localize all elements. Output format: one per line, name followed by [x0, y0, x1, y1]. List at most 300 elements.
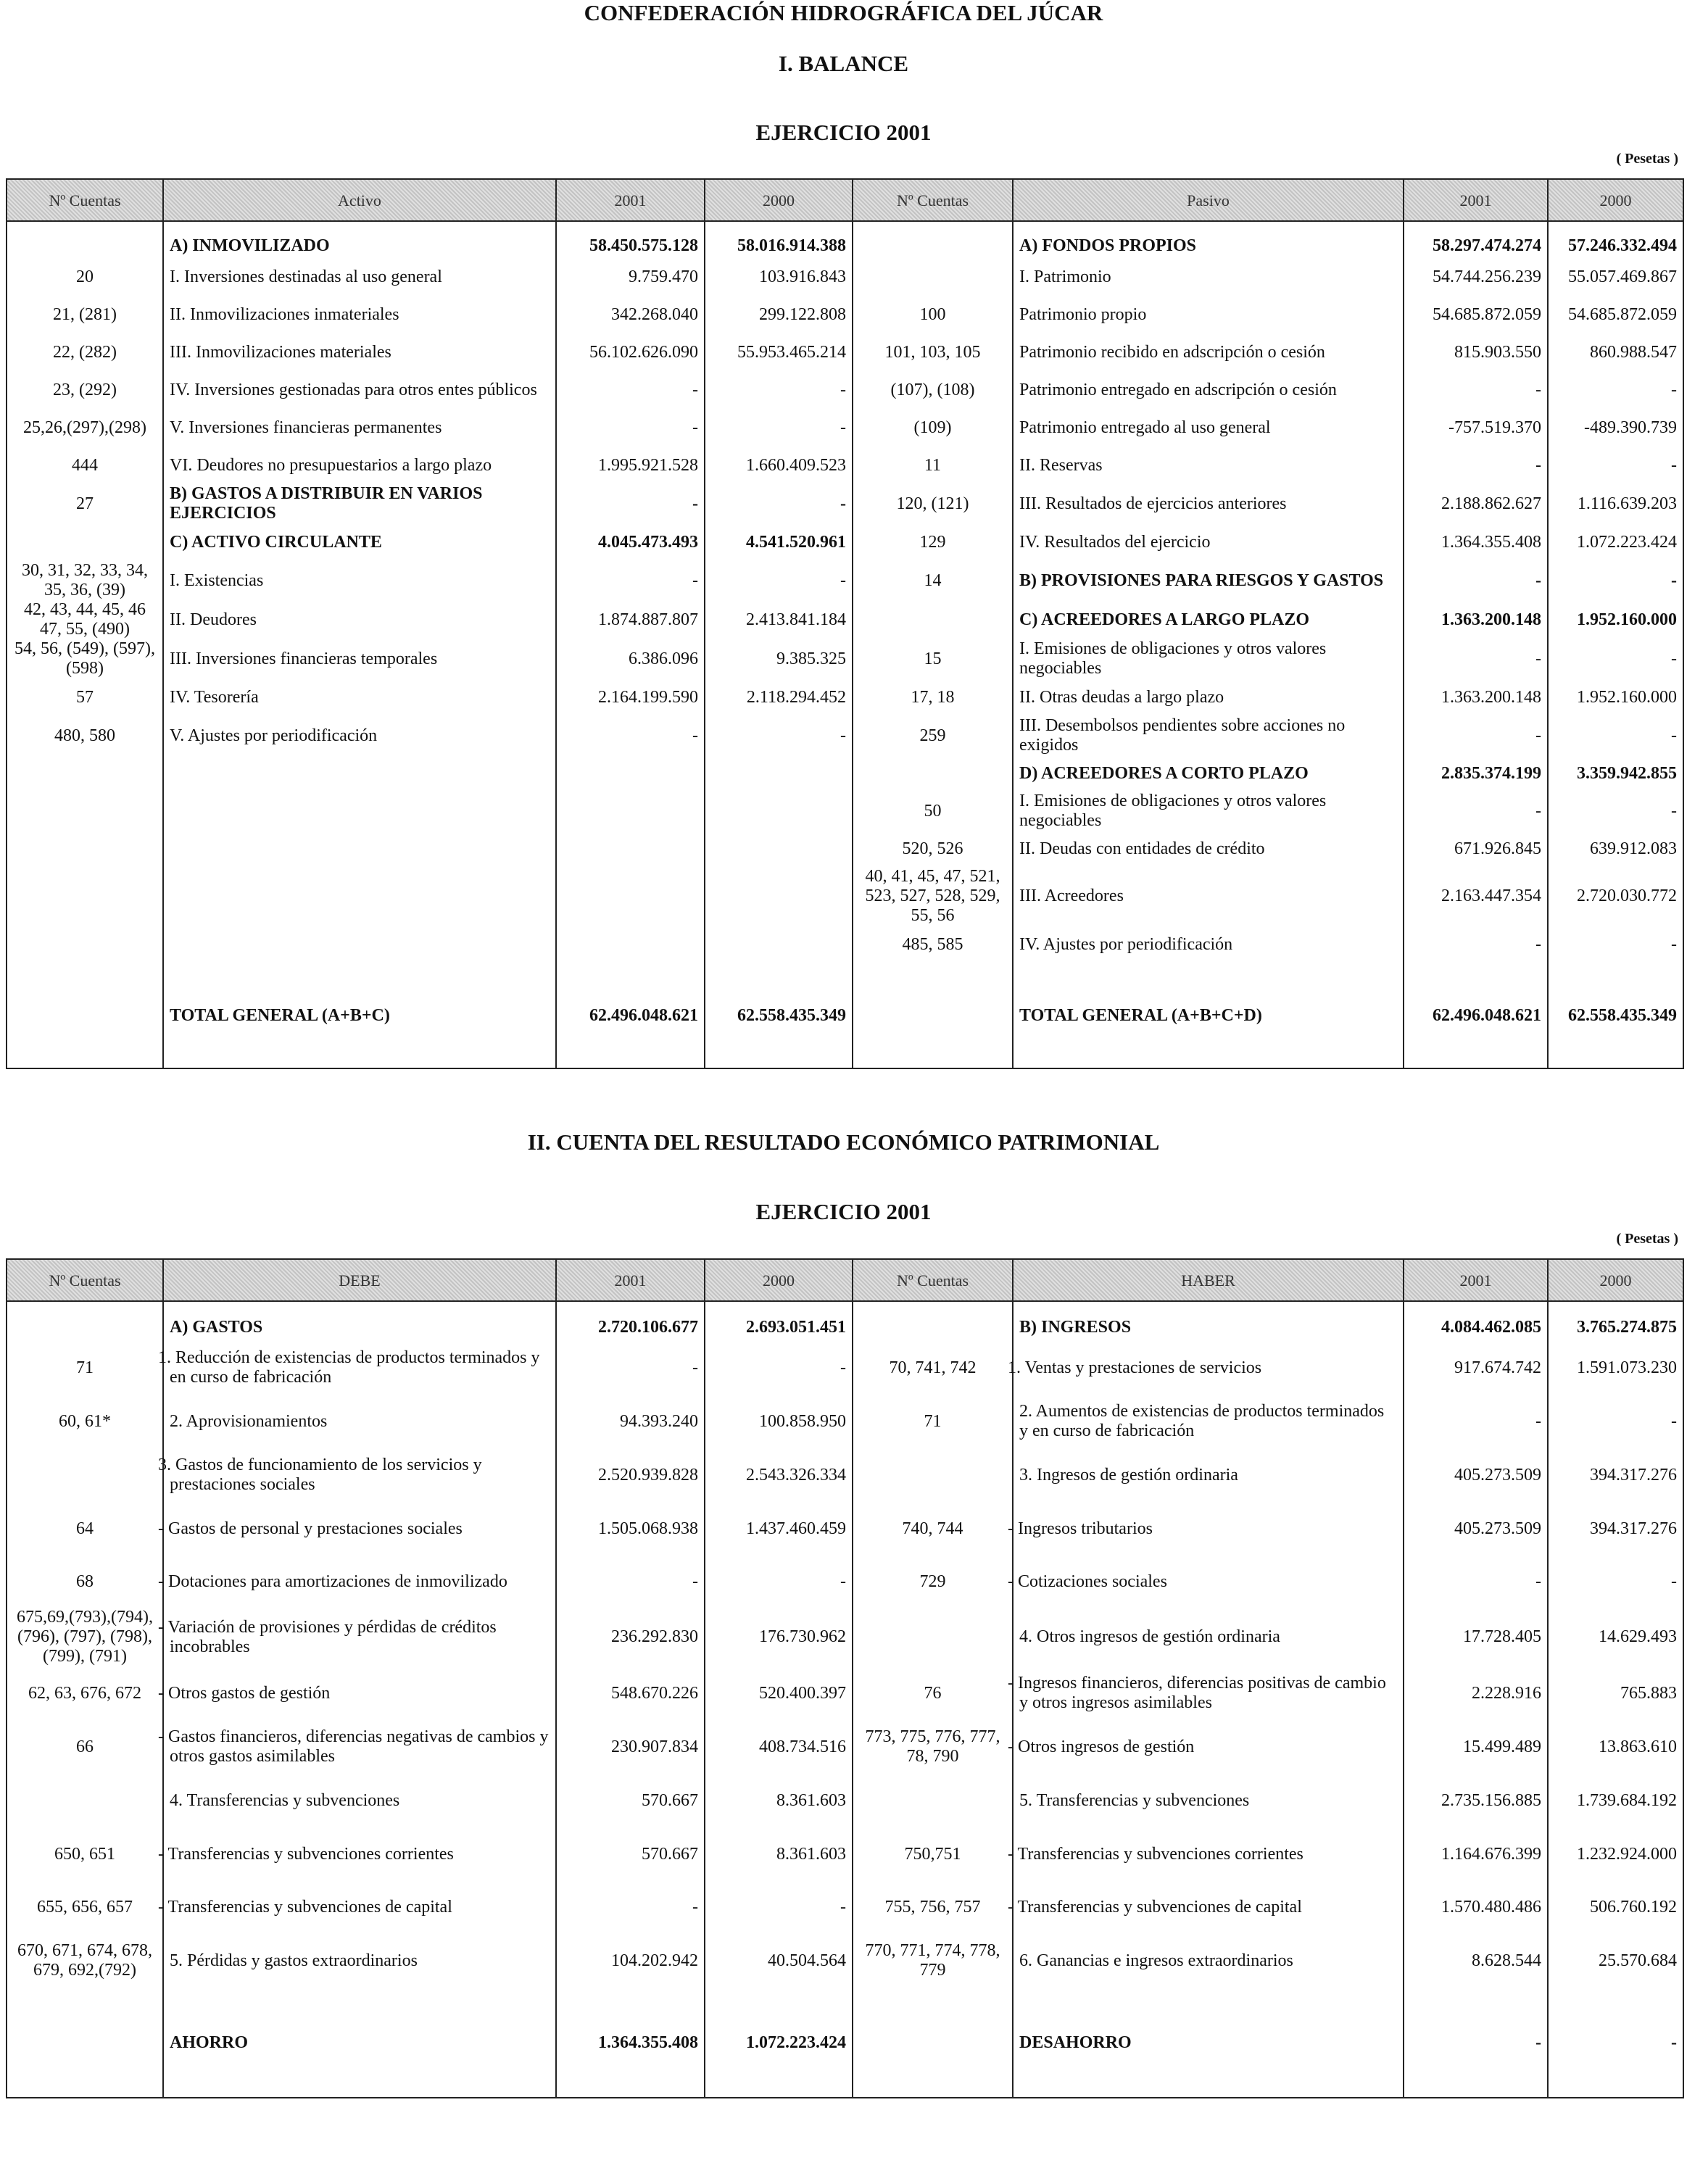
table-row — [7, 371, 1683, 409]
balance-body — [7, 221, 1683, 1068]
table-cell: 71 — [853, 1395, 1013, 1448]
table-cell — [853, 1448, 1013, 1502]
table-cell: III. Inversiones financieras temporales — [163, 639, 556, 678]
resultado-title: II. CUENTA DEL RESULTADO ECONÓMICO PATRIMONIAL — [527, 1129, 1160, 1155]
table-cell — [853, 963, 1013, 1068]
table-cell: - — [1548, 1988, 1683, 2098]
header-cell: DEBE — [163, 1259, 556, 1301]
table-cell: - — [1404, 1556, 1548, 1608]
table-cell: 100 — [853, 296, 1013, 333]
table-cell: C) ACTIVO CIRCULANTE — [163, 523, 556, 561]
table-row — [7, 1395, 1683, 1448]
table-row — [7, 296, 1683, 333]
header-cell: 2001 — [1404, 1259, 1548, 1301]
table-cell — [705, 792, 853, 831]
table-cell: 58.297.474.274 — [1404, 233, 1548, 258]
table-cell — [7, 1988, 163, 2098]
table-cell: III. Desembolsos pendientes sobre acciones no exigidos — [1013, 716, 1404, 755]
table-cell: 58.450.575.128 — [556, 233, 705, 258]
table-cell — [853, 258, 1013, 296]
table-cell: II. Otras deudas a largo plazo — [1013, 678, 1404, 716]
table-cell: 655, 656, 657 — [7, 1881, 163, 1933]
table-cell: 8.628.544 — [1404, 1933, 1548, 1988]
table-cell: 917.674.742 — [1404, 1341, 1548, 1395]
table-cell: II. Inmovilizaciones inmateriales — [163, 296, 556, 333]
resultado-exercise: EJERCICIO 2001 — [755, 1199, 932, 1224]
table-cell: - Ingresos financieros, diferencias positivas de cambio y otros ingresos asimilables — [1013, 1666, 1404, 1720]
table-cell: IV. Tesorería — [163, 678, 556, 716]
table-cell: II. Reservas — [1013, 447, 1404, 484]
table-cell: II. Deudores — [163, 600, 556, 639]
table-cell — [7, 1313, 163, 1341]
table-cell: 25.570.684 — [1548, 1933, 1683, 1988]
table-cell: - — [1548, 639, 1683, 678]
table-row — [7, 1933, 1683, 1988]
table-cell: 342.268.040 — [556, 296, 705, 333]
table-cell: 1.363.200.148 — [1404, 678, 1548, 716]
table-cell: 675,69,(793),(794), (796), (797), (798), (799), (791) — [7, 1608, 163, 1666]
table-cell: - Variación de provisiones y pérdidas de créditos incobrables — [163, 1608, 556, 1666]
table-cell: 55.057.469.867 — [1548, 258, 1683, 296]
table-cell: 54.685.872.059 — [1404, 296, 1548, 333]
table-cell: 76 — [853, 1666, 1013, 1720]
table-row — [7, 1313, 1683, 1341]
table-cell: 1.952.160.000 — [1548, 600, 1683, 639]
table-cell: 6. Ganancias e ingresos extraordinarios — [1013, 1933, 1404, 1988]
table-cell: 765.883 — [1548, 1666, 1683, 1720]
table-cell: 1.505.068.938 — [556, 1502, 705, 1556]
table-cell: - — [1404, 1988, 1548, 2098]
header-cell: HABER — [1013, 1259, 1404, 1301]
table-cell: V. Ajustes por periodificación — [163, 716, 556, 755]
table-cell: 444 — [7, 447, 163, 484]
table-cell: 230.907.834 — [556, 1720, 705, 1774]
table-cell: - Transferencias y subvenciones de capital — [1013, 1881, 1404, 1933]
table-cell: 1.660.409.523 — [705, 447, 853, 484]
table-cell — [7, 926, 163, 963]
table-cell: 2.163.447.354 — [1404, 867, 1548, 926]
table-cell: 408.734.516 — [705, 1720, 853, 1774]
table-row — [7, 233, 1683, 258]
table-cell: 299.122.808 — [705, 296, 853, 333]
table-cell: - Transferencias y subvenciones corrientes — [1013, 1827, 1404, 1881]
table-row — [7, 1827, 1683, 1881]
resultado-table — [6, 1258, 1684, 2098]
table-cell: 8.361.603 — [705, 1827, 853, 1881]
table-row — [7, 1988, 1683, 2098]
table-cell: 62.558.435.349 — [705, 963, 853, 1068]
table-cell — [7, 792, 163, 831]
table-cell: A) INMOVILIZADO — [163, 233, 556, 258]
table-cell: - — [705, 1341, 853, 1395]
table-cell: 15 — [853, 639, 1013, 678]
table-cell: 62.558.435.349 — [1548, 963, 1683, 1068]
table-cell: - — [705, 1881, 853, 1933]
table-cell: 1.437.460.459 — [705, 1502, 853, 1556]
table-cell: 4. Otros ingresos de gestión ordinaria — [1013, 1608, 1404, 1666]
table-cell: 3.359.942.855 — [1548, 755, 1683, 792]
table-cell: B) INGRESOS — [1013, 1313, 1404, 1341]
table-cell: 1.232.924.000 — [1548, 1827, 1683, 1881]
table-cell: 1. Ventas y prestaciones de servicios — [1013, 1341, 1404, 1395]
table-cell: IV. Ajustes por periodificación — [1013, 926, 1404, 963]
table-cell: - Otros gastos de gestión — [163, 1666, 556, 1720]
table-cell: 58.016.914.388 — [705, 233, 853, 258]
table-cell: - — [705, 371, 853, 409]
table-row — [7, 963, 1683, 1068]
table-cell: 394.317.276 — [1548, 1502, 1683, 1556]
table-cell: 480, 580 — [7, 716, 163, 755]
table-cell: 103.916.843 — [705, 258, 853, 296]
table-cell: 1. Reducción de existencias de productos terminados y en curso de fabricación — [163, 1341, 556, 1395]
table-cell: 485, 585 — [853, 926, 1013, 963]
table-cell: - — [556, 484, 705, 523]
table-cell: - Gastos de personal y prestaciones sociales — [163, 1502, 556, 1556]
header-cell: Nº Cuentas — [7, 1259, 163, 1301]
table-cell: 30, 31, 32, 33, 34, 35, 36, (39) — [7, 561, 163, 600]
table-cell: - — [1548, 926, 1683, 963]
table-cell — [853, 755, 1013, 792]
table-cell: 860.988.547 — [1548, 333, 1683, 371]
table-cell: - — [556, 1556, 705, 1608]
table-cell: 2.693.051.451 — [705, 1313, 853, 1341]
table-cell: 71 — [7, 1341, 163, 1395]
header-cell: 2001 — [556, 1259, 705, 1301]
table-cell: 1.591.073.230 — [1548, 1341, 1683, 1395]
table-cell: 4.084.462.085 — [1404, 1313, 1548, 1341]
table-cell: 8.361.603 — [705, 1774, 853, 1827]
table-cell: 23, (292) — [7, 371, 163, 409]
header-cell: Nº Cuentas — [853, 1259, 1013, 1301]
header-cell: 2001 — [1404, 179, 1548, 221]
table-cell — [853, 1313, 1013, 1341]
table-cell: 815.903.550 — [1404, 333, 1548, 371]
table-cell — [7, 867, 163, 926]
table-cell: 2. Aumentos de existencias de productos terminados y en curso de fabricación — [1013, 1395, 1404, 1448]
table-row — [7, 926, 1683, 963]
table-cell: - — [1548, 792, 1683, 831]
table-row — [7, 600, 1683, 639]
table-cell: - — [1404, 792, 1548, 831]
table-cell: 15.499.489 — [1404, 1720, 1548, 1774]
table-cell — [7, 233, 163, 258]
table-cell — [163, 867, 556, 926]
table-cell: VI. Deudores no presupuestarios a largo plazo — [163, 447, 556, 484]
table-cell: IV. Resultados del ejercicio — [1013, 523, 1404, 561]
table-cell: - — [1548, 716, 1683, 755]
table-cell: 25,26,(297),(298) — [7, 409, 163, 447]
table-cell — [556, 926, 705, 963]
balance-exercise: EJERCICIO 2001 — [755, 120, 932, 145]
header-cell: 2001 — [556, 179, 705, 221]
table-cell: A) FONDOS PROPIOS — [1013, 233, 1404, 258]
table-cell: 70, 741, 742 — [853, 1341, 1013, 1395]
table-cell: - — [705, 561, 853, 600]
table-row — [7, 523, 1683, 561]
table-row — [7, 1341, 1683, 1395]
table-cell: 520.400.397 — [705, 1666, 853, 1720]
table-cell: 14 — [853, 561, 1013, 600]
table-cell: V. Inversiones financieras permanentes — [163, 409, 556, 447]
table-cell: 4. Transferencias y subvenciones — [163, 1774, 556, 1827]
table-cell: - Transferencias y subvenciones corrientes — [163, 1827, 556, 1881]
table-cell: Patrimonio entregado en adscripción o cesión — [1013, 371, 1404, 409]
table-cell — [163, 755, 556, 792]
table-cell: 1.874.887.807 — [556, 600, 705, 639]
table-cell: 50 — [853, 792, 1013, 831]
table-cell: IV. Inversiones gestionadas para otros entes públicos — [163, 371, 556, 409]
table-cell: - Cotizaciones sociales — [1013, 1556, 1404, 1608]
table-cell: 236.292.830 — [556, 1608, 705, 1666]
table-cell: Patrimonio propio — [1013, 296, 1404, 333]
table-cell: 506.760.192 — [1548, 1881, 1683, 1933]
table-cell: 4.541.520.961 — [705, 523, 853, 561]
table-cell: - — [1548, 1395, 1683, 1448]
table-cell: - — [1548, 561, 1683, 600]
balance-currency: ( Pesetas ) — [1616, 151, 1678, 167]
table-cell: - — [556, 371, 705, 409]
resultado-currency: ( Pesetas ) — [1616, 1231, 1678, 1247]
resultado-header-row — [7, 1259, 1683, 1301]
table-cell: - — [1404, 639, 1548, 678]
table-cell: 5. Transferencias y subvenciones — [1013, 1774, 1404, 1827]
table-cell: 2.735.156.885 — [1404, 1774, 1548, 1827]
table-cell: (109) — [853, 409, 1013, 447]
table-cell: 11 — [853, 447, 1013, 484]
table-cell: 1.364.355.408 — [1404, 523, 1548, 561]
table-row — [7, 1448, 1683, 1502]
table-row — [7, 1556, 1683, 1608]
table-cell — [556, 755, 705, 792]
table-cell — [556, 831, 705, 867]
table-cell — [853, 233, 1013, 258]
table-cell — [853, 1608, 1013, 1666]
balance-header-row — [7, 179, 1683, 221]
table-cell: 671.926.845 — [1404, 831, 1548, 867]
table-cell: 405.273.509 — [1404, 1448, 1548, 1502]
table-row — [7, 409, 1683, 447]
table-cell: 55.953.465.214 — [705, 333, 853, 371]
table-cell — [705, 926, 853, 963]
table-cell: III. Resultados de ejercicios anteriores — [1013, 484, 1404, 523]
table-cell — [7, 755, 163, 792]
table-cell: 6.386.096 — [556, 639, 705, 678]
table-cell: 2.543.326.334 — [705, 1448, 853, 1502]
table-cell: I. Emisiones de obligaciones y otros valores negociables — [1013, 639, 1404, 678]
table-cell: 770, 771, 774, 778, 779 — [853, 1933, 1013, 1988]
table-cell: D) ACREEDORES A CORTO PLAZO — [1013, 755, 1404, 792]
table-cell: 1.739.684.192 — [1548, 1774, 1683, 1827]
table-row — [7, 561, 1683, 600]
table-cell: 755, 756, 757 — [853, 1881, 1013, 1933]
table-cell: 176.730.962 — [705, 1608, 853, 1666]
table-cell: 60, 61* — [7, 1395, 163, 1448]
table-cell — [7, 1448, 163, 1502]
table-cell: 9.759.470 — [556, 258, 705, 296]
table-cell: TOTAL GENERAL (A+B+C+D) — [1013, 963, 1404, 1068]
table-cell: I. Patrimonio — [1013, 258, 1404, 296]
header-cell: Nº Cuentas — [7, 179, 163, 221]
table-cell: - Ingresos tributarios — [1013, 1502, 1404, 1556]
table-cell: 62.496.048.621 — [556, 963, 705, 1068]
table-cell: 729 — [853, 1556, 1013, 1608]
header-cell: Nº Cuentas — [853, 179, 1013, 221]
table-cell: - — [556, 409, 705, 447]
table-cell: 773, 775, 776, 777, 78, 790 — [853, 1720, 1013, 1774]
table-cell — [7, 523, 163, 561]
balance-title: I. BALANCE — [778, 51, 909, 76]
table-cell: 129 — [853, 523, 1013, 561]
table-row — [7, 678, 1683, 716]
table-cell: 54.685.872.059 — [1548, 296, 1683, 333]
table-cell: 57 — [7, 678, 163, 716]
table-cell: 1.164.676.399 — [1404, 1827, 1548, 1881]
table-cell: - — [1404, 447, 1548, 484]
table-cell: - — [705, 1556, 853, 1608]
table-cell: - Gastos financieros, diferencias negativas de cambios y otros gastos asimilables — [163, 1720, 556, 1774]
table-cell: - — [1404, 926, 1548, 963]
table-cell: 405.273.509 — [1404, 1502, 1548, 1556]
table-cell: 548.670.226 — [556, 1666, 705, 1720]
table-cell: 520, 526 — [853, 831, 1013, 867]
table-cell: AHORRO — [163, 1988, 556, 2098]
table-cell — [163, 926, 556, 963]
table-cell: - — [556, 1341, 705, 1395]
table-cell: 27 — [7, 484, 163, 523]
table-cell: - — [556, 1881, 705, 1933]
table-cell: 639.912.083 — [1548, 831, 1683, 867]
table-row — [7, 755, 1683, 792]
table-cell: 2.413.841.184 — [705, 600, 853, 639]
table-cell: 40.504.564 — [705, 1933, 853, 1988]
table-cell: III. Acreedores — [1013, 867, 1404, 926]
table-cell: - — [556, 561, 705, 600]
table-cell: B) GASTOS A DISTRIBUIR EN VARIOS EJERCICIOS — [163, 484, 556, 523]
table-cell — [7, 963, 163, 1068]
table-cell: 104.202.942 — [556, 1933, 705, 1988]
table-cell: 2.228.916 — [1404, 1666, 1548, 1720]
table-cell: -489.390.739 — [1548, 409, 1683, 447]
table-cell: - — [1404, 1395, 1548, 1448]
table-cell: 1.363.200.148 — [1404, 600, 1548, 639]
table-cell: - Dotaciones para amortizaciones de inmovilizado — [163, 1556, 556, 1608]
table-cell — [556, 867, 705, 926]
table-cell: - — [1404, 371, 1548, 409]
table-cell: 4.045.473.493 — [556, 523, 705, 561]
table-cell: Patrimonio recibido en adscripción o cesión — [1013, 333, 1404, 371]
table-cell: 750,751 — [853, 1827, 1013, 1881]
table-row — [7, 484, 1683, 523]
table-cell: DESAHORRO — [1013, 1988, 1404, 2098]
table-cell: 2.720.030.772 — [1548, 867, 1683, 926]
table-cell — [163, 831, 556, 867]
table-cell — [853, 1774, 1013, 1827]
header-cell: Activo — [163, 179, 556, 221]
header-cell: 2000 — [1548, 1259, 1683, 1301]
table-cell: - — [705, 484, 853, 523]
table-cell — [853, 1988, 1013, 2098]
table-cell: I. Inversiones destinadas al uso general — [163, 258, 556, 296]
table-cell: 2.118.294.452 — [705, 678, 853, 716]
table-row — [7, 1502, 1683, 1556]
table-cell: 94.393.240 — [556, 1395, 705, 1448]
table-cell: 570.667 — [556, 1827, 705, 1881]
table-cell — [705, 831, 853, 867]
table-cell: 2.188.862.627 — [1404, 484, 1548, 523]
table-cell: 1.364.355.408 — [556, 1988, 705, 2098]
table-cell: - Transferencias y subvenciones de capital — [163, 1881, 556, 1933]
resultado-body — [7, 1301, 1683, 2098]
table-cell: I. Existencias — [163, 561, 556, 600]
table-cell: - — [705, 409, 853, 447]
table-cell: 259 — [853, 716, 1013, 755]
table-row — [7, 716, 1683, 755]
table-cell: B) PROVISIONES PARA RIESGOS Y GASTOS — [1013, 561, 1404, 600]
header-cell: 2000 — [705, 179, 853, 221]
table-cell: 64 — [7, 1502, 163, 1556]
table-cell: 17, 18 — [853, 678, 1013, 716]
table-row — [7, 333, 1683, 371]
table-cell: - — [1548, 371, 1683, 409]
table-cell: 54, 56, (549), (597), (598) — [7, 639, 163, 678]
table-cell: 2.164.199.590 — [556, 678, 705, 716]
table-cell: - — [1548, 1556, 1683, 1608]
table-cell: 670, 671, 674, 678, 679, 692,(792) — [7, 1933, 163, 1988]
table-row — [7, 1608, 1683, 1666]
table-cell: - — [556, 716, 705, 755]
table-row — [7, 1881, 1683, 1933]
table-row — [7, 1720, 1683, 1774]
table-cell: -757.519.370 — [1404, 409, 1548, 447]
table-cell: 650, 651 — [7, 1827, 163, 1881]
table-cell: - — [1404, 716, 1548, 755]
table-cell: 2.720.106.677 — [556, 1313, 705, 1341]
table-cell: 66 — [7, 1720, 163, 1774]
table-cell: II. Deudas con entidades de crédito — [1013, 831, 1404, 867]
table-cell: 9.385.325 — [705, 639, 853, 678]
table-cell: 740, 744 — [853, 1502, 1013, 1556]
table-cell: 20 — [7, 258, 163, 296]
table-row — [7, 1774, 1683, 1827]
table-cell — [7, 1774, 163, 1827]
table-cell: C) ACREEDORES A LARGO PLAZO — [1013, 600, 1404, 639]
table-row — [7, 639, 1683, 678]
table-cell: 14.629.493 — [1548, 1608, 1683, 1666]
table-cell: 68 — [7, 1556, 163, 1608]
table-cell: 21, (281) — [7, 296, 163, 333]
table-cell: 13.863.610 — [1548, 1720, 1683, 1774]
table-cell: 5. Pérdidas y gastos extraordinarios — [163, 1933, 556, 1988]
table-cell: 100.858.950 — [705, 1395, 853, 1448]
table-cell: Patrimonio entregado al uso general — [1013, 409, 1404, 447]
table-row — [7, 1666, 1683, 1720]
header-cell: 2000 — [705, 1259, 853, 1301]
table-cell — [7, 831, 163, 867]
table-cell — [853, 600, 1013, 639]
table-cell: 57.246.332.494 — [1548, 233, 1683, 258]
table-cell: - — [1548, 447, 1683, 484]
table-cell: 62, 63, 676, 672 — [7, 1666, 163, 1720]
table-cell: - — [1404, 561, 1548, 600]
table-cell: 40, 41, 45, 47, 521, 523, 527, 528, 529, 55, 56 — [853, 867, 1013, 926]
table-cell: (107), (108) — [853, 371, 1013, 409]
org-title: CONFEDERACIÓN HIDROGRÁFICA DEL JÚCAR — [584, 0, 1103, 25]
table-cell: 1.995.921.528 — [556, 447, 705, 484]
table-cell — [705, 867, 853, 926]
table-row — [7, 867, 1683, 926]
table-cell: 17.728.405 — [1404, 1608, 1548, 1666]
table-cell: - — [705, 716, 853, 755]
